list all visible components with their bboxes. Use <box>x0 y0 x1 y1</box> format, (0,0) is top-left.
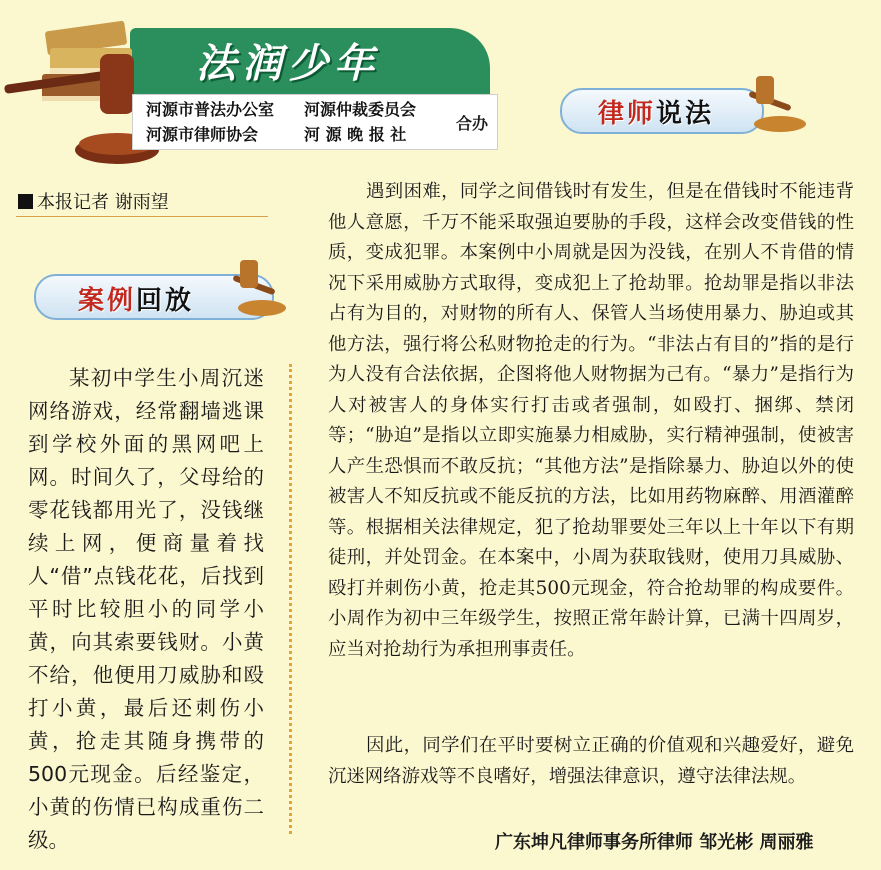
sponsor-name: 河源仲裁委员会 <box>304 100 417 119</box>
column-divider <box>289 364 292 834</box>
byline-divider <box>16 216 268 217</box>
sponsor-row-1 <box>146 97 416 120</box>
sponsor-joint-label: 合办 <box>456 114 489 133</box>
case-body-text: 某初中学生小周沉迷网络游戏，经常翻墙逃课到学校外面的黑网吧上网。时间久了，父母给的零花钱都用光了，没钱继续上网，便商量着找人“借”点钱花花，后找到平时比较胆小的同学小黄，向其索要钱财。小黄不给，他便用刀威胁和殴打小黄，最后还刺伤小黄，抢走其随身携带的500元现金。后经鉴定，小黄的伤情已构成重伤二级。 <box>28 366 264 852</box>
gavel-icon <box>738 72 808 134</box>
law-section-title <box>598 93 714 130</box>
case-section-title-part1: 案例 <box>78 286 137 316</box>
sponsor-row-2 <box>146 122 406 145</box>
sponsor-name: 河 源 晚 报 社 <box>304 125 407 144</box>
law-paragraph-2: 因此，同学们在平时要树立正确的价值观和兴趣爱好，避免沉迷网络游戏等不良嗜好，增强法律意识，遵守法律法规。 <box>328 735 854 787</box>
case-section-title <box>78 280 194 317</box>
law-section-title-part1: 律师 <box>598 99 657 129</box>
author-signature: 广东坤凡律师事务所律师 邹光彬 周丽雅 <box>495 832 814 853</box>
reporter-byline <box>18 188 169 214</box>
byline-square-icon <box>18 194 33 209</box>
law-section-title-part2: 说法 <box>656 99 715 129</box>
sponsor-name: 河源市律师协会 <box>146 125 259 144</box>
sponsor-name: 河源市普法办公室 <box>146 100 275 119</box>
byline-text: 本报记者 谢雨望 <box>37 192 169 213</box>
law-paragraph-1: 遇到困难，同学之间借钱时有发生，但是在借钱时不能违背他人意愿，千万不能采取强迫要胁的手段，这样会改变借钱的性质，变成犯罪。本案例中小周就是因为没钱，在别人不肯借的情况下采用威胁方式取得，变成犯上了抢劫罪。抢劫罪是指以非法占有为目的，对财物的所有人、保管人当场使用暴力、胁迫或其他方法，强行将公私财物抢走的行为。“非法占有目的”指的是行为人没有合法依据，企图将他人财物据为己有。“暴力”是指行为人对被害人的身体实行打击或者强制，如殴打、捆绑、禁闭等；“胁迫”是指以立即实施暴力相威胁，实行精神强制，使被害人产生恐惧而不敢反抗；“其他方法”是指除暴力、胁迫以外的使被害人不知反抗或不能反抗的方法，比如用药物麻醉、用酒灌醉等。根据相关法律规定，犯了抢劫罪要处三年以上十年以下有期徒刑，并处罚金。在本案中，小周为获取钱财，使用刀具威胁、殴打并刺伤小黄，抢走其500元现金，符合抢劫罪的构成要件。小周作为初中三年级学生，按照正常年龄计算，已满十四周岁，应当对抢劫行为承担刑事责任。 <box>328 181 854 660</box>
masthead-title: 法润少年 <box>196 41 380 87</box>
gavel-icon <box>222 256 288 318</box>
case-section-title-part2: 回放 <box>136 286 195 316</box>
